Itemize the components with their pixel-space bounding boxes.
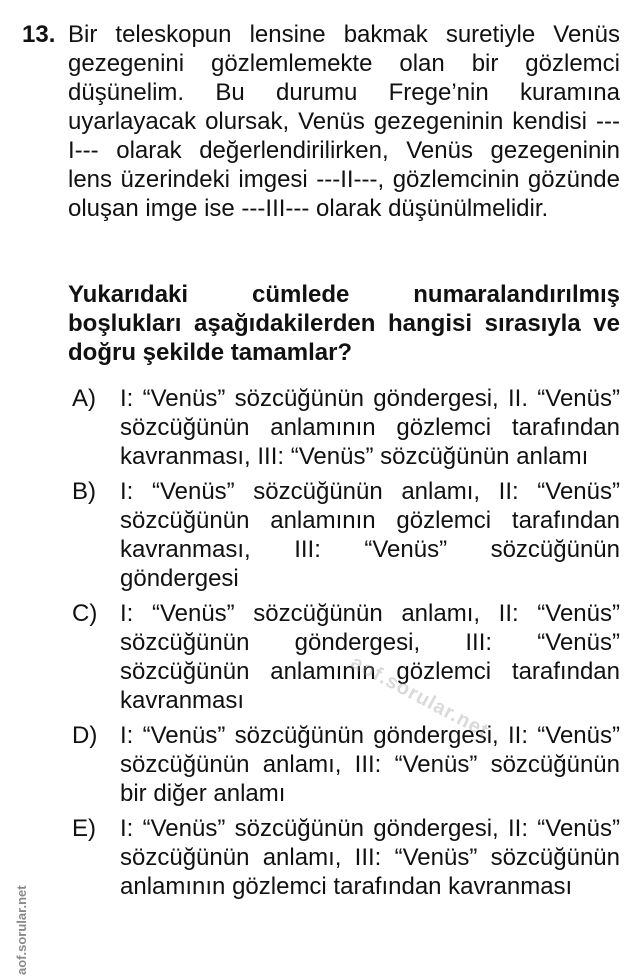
- option-text: I: “Venüs” sözcüğünün göndergesi, II. “Venüs” sözcüğünün anlamının gözlemci tarafından kavranması, III: “Venüs” sözcüğünün anlamı: [120, 385, 620, 470]
- option-b[interactable]: [72, 477, 620, 593]
- option-text: I: “Venüs” sözcüğünün göndergesi, II: “Venüs” sözcüğünün anlamı, III: “Venüs” sözcüğünün bir diğer anlamı: [120, 722, 620, 807]
- option-letter: C): [72, 600, 98, 627]
- option-c[interactable]: [72, 599, 620, 715]
- option-text: I: “Venüs” sözcüğünün anlamı, II: “Venüs” sözcüğünün göndergesi, III: “Venüs” sözcüğünün anlamının gözlemci tarafından kavranması: [120, 600, 620, 714]
- option-letter: D): [72, 722, 98, 749]
- option-letter: E): [72, 815, 96, 842]
- option-text: I: “Venüs” sözcüğünün anlamı, II: “Venüs” sözcüğünün anlamının gözlemci tarafından kavranması, III: “Venüs” sözcüğünün göndergesi: [120, 478, 620, 592]
- option-text: I: “Venüs” sözcüğünün göndergesi, II: “Venüs” sözcüğünün anlamı, III: “Venüs” sözcüğünün anlamının gözlemci tarafından kavranması: [120, 815, 620, 900]
- option-letter: B): [72, 478, 96, 505]
- question-number: 13.: [22, 21, 56, 48]
- question-prompt: Yukarıdaki cümlede numaralandırılmış boşlukları aşağıdakilerden hangisi sırasıyla ve doğru şekilde tamamlar?: [68, 281, 620, 366]
- option-a[interactable]: [72, 384, 620, 471]
- option-e[interactable]: [72, 814, 620, 901]
- answer-options: [72, 384, 620, 907]
- watermark-side: aof.sorular.net: [14, 885, 29, 975]
- question-stem: Bir teleskopun lensine bakmak suretiyle Venüs gezegenini gözlemlemekte olan bir gözlemci düşünelim. Bu durumu Frege’nin kuramına uyarlayacak olursak, Venüs gezegeninin kendisi ---I--- olarak değerlendirilirken, Venüs gezegeninin lens üzerindeki imgesi ---II---, gözlemcinin gözünde oluşan imge ise ---III--- olarak düşünülmelidir.: [68, 21, 620, 222]
- option-d[interactable]: [72, 721, 620, 808]
- option-letter: A): [72, 385, 96, 412]
- watermark-diagonal: aof.sorular.net: [347, 651, 493, 743]
